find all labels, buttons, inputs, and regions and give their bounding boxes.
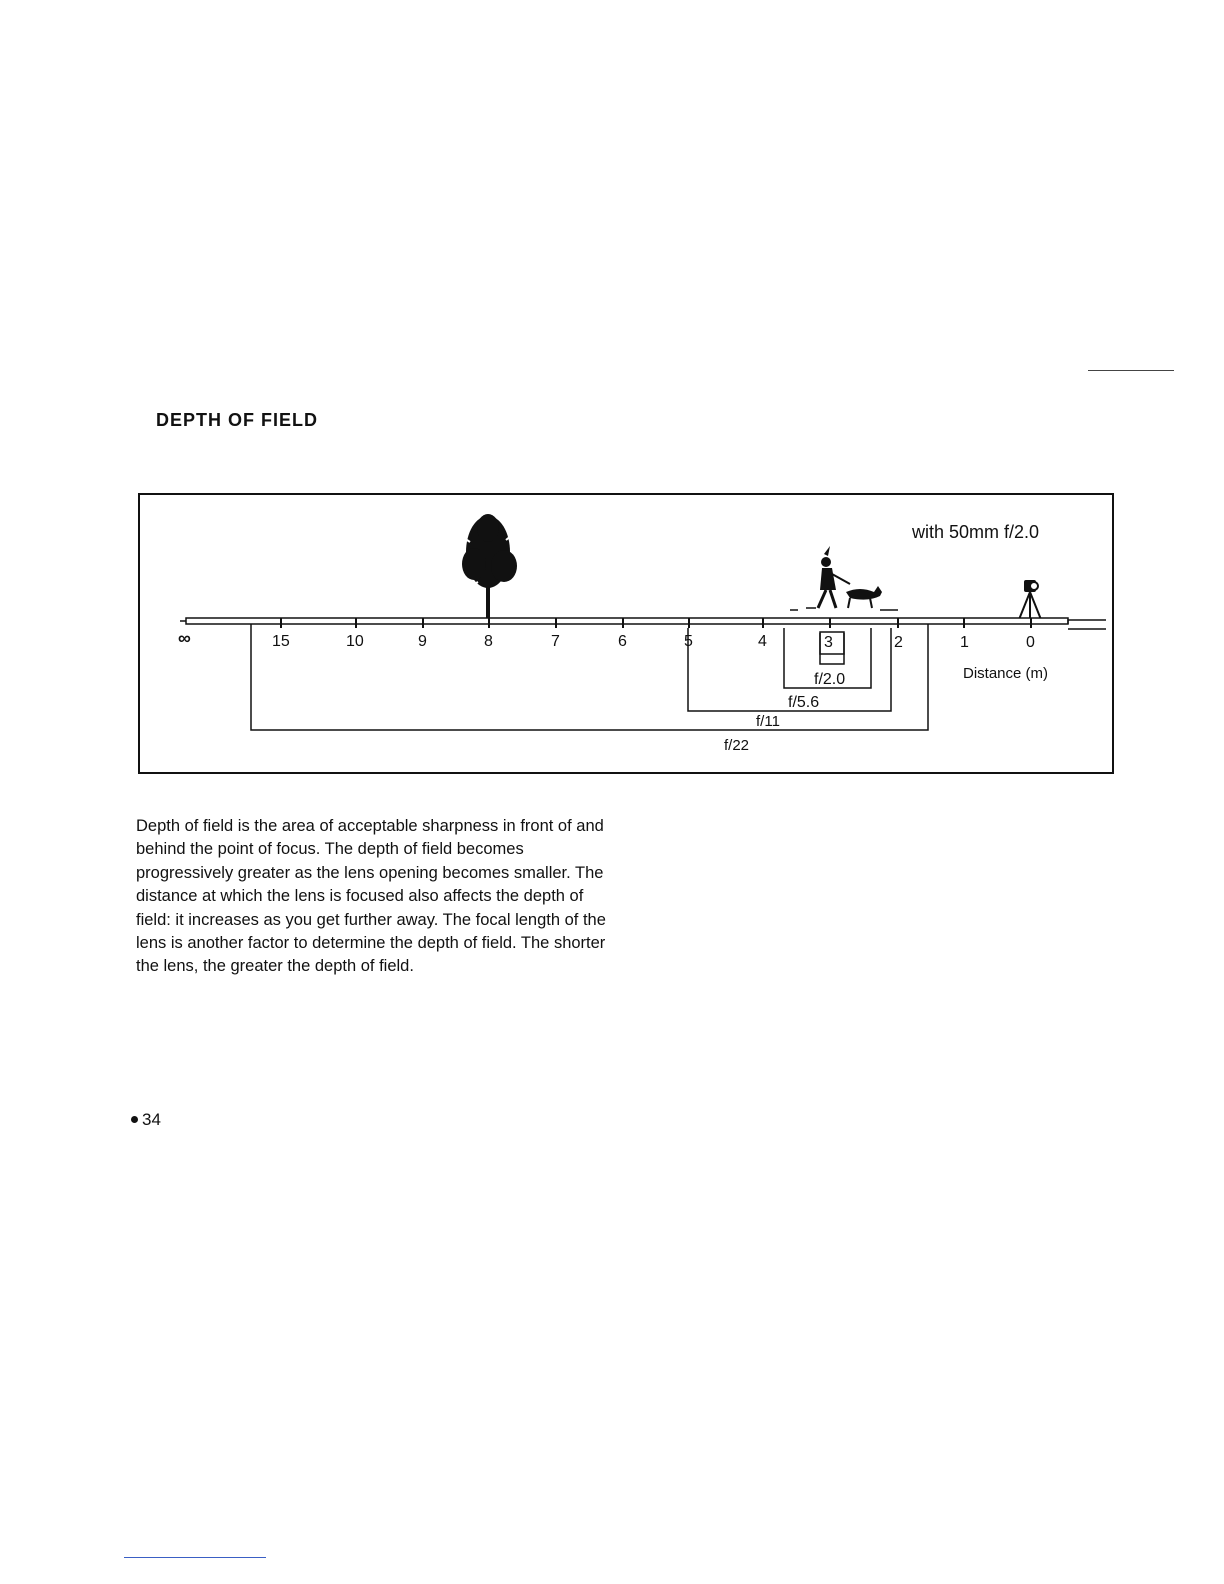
tick-label-6: 6 xyxy=(618,633,627,650)
tick-label-4: 4 xyxy=(758,633,767,650)
aperture-label-f5-6: f/5.6 xyxy=(788,694,820,711)
depth-of-field-figure xyxy=(138,492,1114,776)
infinity-label: ∞ xyxy=(178,628,191,648)
tick-label-3: 3 xyxy=(824,634,833,651)
page-heading: DEPTH OF FIELD xyxy=(156,410,318,430)
tick-label-8: 8 xyxy=(484,633,493,650)
axis-label: Distance (m) xyxy=(963,665,1049,682)
tick-label-1: 1 xyxy=(960,634,969,651)
aperture-label-f22: f/22 xyxy=(724,737,750,754)
page-number xyxy=(131,1110,161,1130)
body-paragraph: Depth of field is the area of acceptable sharpness in front of and behind the point of focus. The depth of field becomes progressively greater as the lens opening becomes smaller. The distance at which the lens is focused also affects the depth of field: it increases as you get further away. The focal length of the lens is another factor to determine the depth of field. The shorter the lens, the greater the depth of field. xyxy=(136,817,606,976)
page-number-text: 34 xyxy=(142,1110,161,1129)
tree-icon xyxy=(462,514,517,618)
person-with-dog-icon xyxy=(790,546,898,610)
aperture-label-f2: f/2.0 xyxy=(814,671,846,688)
tick-label-2: 2 xyxy=(894,634,903,651)
tick-label-9: 9 xyxy=(418,633,427,650)
distance-scale xyxy=(180,618,1106,629)
camera-on-tripod-icon xyxy=(1018,580,1042,622)
bottom-rule xyxy=(124,1557,266,1558)
tick-label-7: 7 xyxy=(551,633,560,650)
lens-label: with 50mm f/2.0 xyxy=(912,522,1040,542)
bullet-dot xyxy=(131,1116,138,1123)
tick-label-15: 15 xyxy=(272,633,290,650)
aperture-label-f11: f/11 xyxy=(756,713,780,730)
tick-label-0: 0 xyxy=(1026,634,1035,651)
tick-label-10: 10 xyxy=(346,633,364,650)
tick-label-5: 5 xyxy=(684,633,693,650)
top-rule xyxy=(1088,370,1174,371)
